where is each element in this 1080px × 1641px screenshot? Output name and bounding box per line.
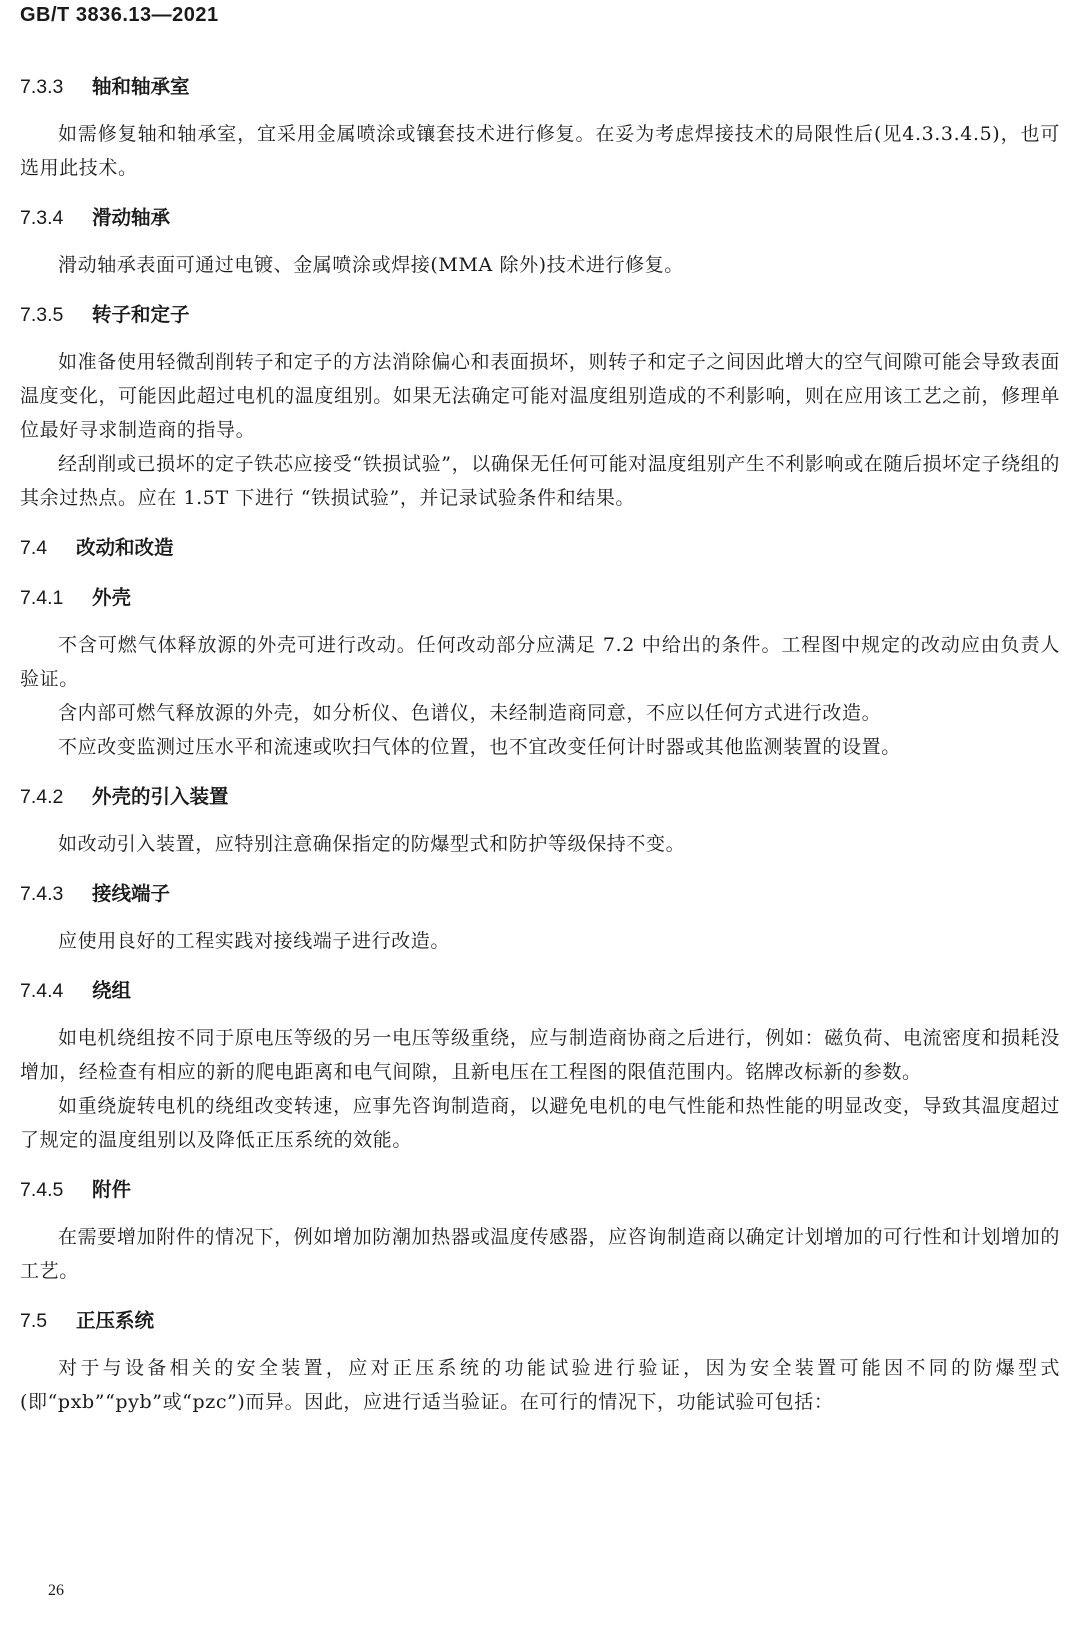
paragraph: 经刮削或已损坏的定子铁芯应接受“铁损试验”，以确保无任何可能对温度组别产生不利影响或在随后损坏定子绕组的其余过热点。应在 1.5T 下进行 “铁损试验”，并记录试验条件和结果。 xyxy=(20,453,1060,509)
paragraph: 如需修复轴和轴承室，宜采用金属喷涂或镶套技术进行修复。在妥为考虑焊接技术的局限性后(见4.3.3.4.5)，也可选用此技术。 xyxy=(20,123,1060,179)
paragraph: 不含可燃气体释放源的外壳可进行改动。任何改动部分应满足 7.2 中给出的条件。工程图中规定的改动应由负责人验证。 xyxy=(20,634,1060,690)
paragraph: 滑动轴承表面可通过电镀、金属喷涂或焊接(MMA 除外)技术进行修复。 xyxy=(58,254,684,276)
section-number: 7.3.4 xyxy=(20,207,64,229)
section-heading-7-4-1 xyxy=(20,581,1060,615)
paragraph: 应使用良好的工程实践对接线端子进行改造。 xyxy=(58,930,451,952)
section-number: 7.4.4 xyxy=(20,980,64,1002)
section-heading-7-4-5 xyxy=(20,1173,1060,1207)
paragraph: 不应改变监测过压水平和流速或吹扫气体的位置，也不宜改变任何计时器或其他监测装置的设置。 xyxy=(58,736,901,758)
section-title: 转子和定子 xyxy=(92,304,190,326)
section-heading-7-4-3 xyxy=(20,877,1060,911)
section-title: 正压系统 xyxy=(76,1310,155,1332)
document-body xyxy=(20,70,1060,1419)
section-number: 7.4.1 xyxy=(20,587,64,609)
paragraph: 含内部可燃气释放源的外壳，如分析仪、色谱仪，未经制造商同意，不应以任何方式进行改造。 xyxy=(58,702,882,724)
section-number: 7.4.5 xyxy=(20,1179,64,1201)
section-heading-7-4-4 xyxy=(20,974,1060,1008)
paragraph: 如改动引入装置，应特别注意确保指定的防爆型式和防护等级保持不变。 xyxy=(58,833,686,855)
section-title: 轴和轴承室 xyxy=(92,76,190,98)
paragraph: 在需要增加附件的情况下，例如增加防潮加热器或温度传感器，应咨询制造商以确定计划增加的可行性和计划增加的工艺。 xyxy=(20,1226,1060,1282)
standard-id-header: GB/T 3836.13—2021 xyxy=(20,4,219,26)
paragraph: 如电机绕组按不同于原电压等级的另一电压等级重绕，应与制造商协商之后进行，例如：磁负荷、电流密度和损耗没增加，经检查有相应的新的爬电距离和电气间隙，且新电压在工程图的限值范围内。铭牌改标新的参数。 xyxy=(20,1027,1060,1083)
section-number: 7.4.3 xyxy=(20,883,64,905)
section-title: 改动和改造 xyxy=(76,537,174,559)
section-heading-7-4-2 xyxy=(20,780,1060,814)
page-number: 26 xyxy=(48,1582,64,1599)
section-heading-7-4 xyxy=(20,531,1060,565)
section-title: 外壳的引入装置 xyxy=(92,786,229,808)
paragraph: 如重绕旋转电机的绕组改变转速，应事先咨询制造商，以避免电机的电气性能和热性能的明显改变，导致其温度超过了规定的温度组别以及降低正压系统的效能。 xyxy=(20,1095,1060,1151)
section-heading-7-5 xyxy=(20,1304,1060,1338)
section-number: 7.3.5 xyxy=(20,304,64,326)
section-title: 附件 xyxy=(92,1179,132,1201)
section-number: 7.5 xyxy=(20,1310,48,1332)
paragraph: 对于与设备相关的安全装置，应对正压系统的功能试验进行验证，因为安全装置可能因不同的防爆型式(即“pxb”“pyb”或“pzc”)而异。因此，应进行适当验证。在可行的情况下，功能试验可包括： xyxy=(20,1357,1060,1413)
section-number: 7.4.2 xyxy=(20,786,64,808)
section-title: 接线端子 xyxy=(92,883,171,905)
section-number: 7.4 xyxy=(20,537,48,559)
section-title: 外壳 xyxy=(92,587,132,609)
section-title: 绕组 xyxy=(92,980,132,1002)
section-number: 7.3.3 xyxy=(20,76,64,98)
section-heading-7-3-4 xyxy=(20,201,1060,235)
section-title: 滑动轴承 xyxy=(92,207,171,229)
section-heading-7-3-3 xyxy=(20,70,1060,104)
section-heading-7-3-5 xyxy=(20,298,1060,332)
paragraph: 如准备使用轻微刮削转子和定子的方法消除偏心和表面损坏，则转子和定子之间因此增大的空气间隙可能会导致表面温度变化，可能因此超过电机的温度组别。如果无法确定可能对温度组别造成的不利影响，则在应用该工艺之前，修理单位最好寻求制造商的指导。 xyxy=(20,351,1060,441)
